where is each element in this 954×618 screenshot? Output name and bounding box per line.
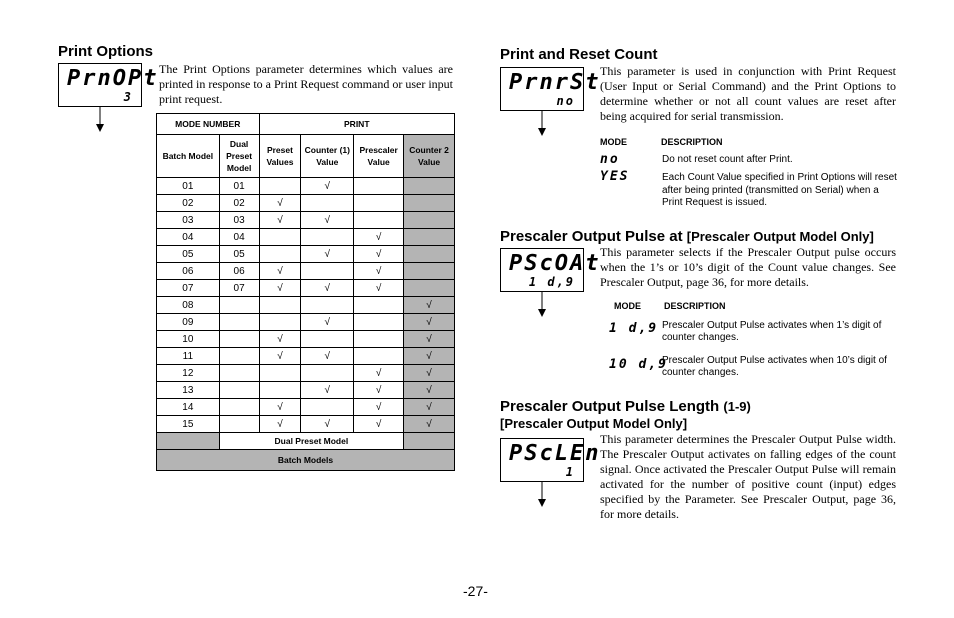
display-sub-text: 1 d,9 <box>528 275 575 289</box>
table-row <box>157 348 455 365</box>
table-cell-pre: √ <box>354 280 404 297</box>
table-row <box>157 365 455 382</box>
table-row <box>157 280 455 297</box>
table-cell-dual: 01 <box>219 178 259 195</box>
col-counter2-value: Counter 2 Value <box>404 135 455 178</box>
prescaler-output-display <box>500 248 601 292</box>
down-arrow-icon <box>93 107 107 133</box>
table-cell-preset: √ <box>259 212 301 229</box>
table-cell-preset: √ <box>259 331 301 348</box>
table-cell-c2 <box>404 178 455 195</box>
table-cell-preset <box>259 382 301 399</box>
mode-code: 10 d,9 <box>609 357 668 372</box>
table-cell-c2 <box>404 212 455 229</box>
table-cell-preset: √ <box>259 416 301 433</box>
description-label: DESCRIPTION <box>661 137 723 147</box>
table-cell-c1: √ <box>301 212 354 229</box>
table-cell-dual <box>219 365 259 382</box>
display-main-text: PScLEn <box>509 441 601 466</box>
prescaler-output-heading: Prescaler Output Pulse at [Prescaler Output Model Only] <box>500 228 874 245</box>
col-dual-preset-model: Dual Preset Model <box>219 135 259 178</box>
table-cell-preset <box>259 178 301 195</box>
table-cell-c1 <box>301 263 354 280</box>
table-cell-c1: √ <box>301 416 354 433</box>
table-cell-dual <box>219 314 259 331</box>
display-main-text: PrnrSt <box>509 70 601 95</box>
table-row <box>157 195 455 212</box>
table-cell-pre <box>354 212 404 229</box>
table-cell-pre: √ <box>354 246 404 263</box>
mode-code: YES <box>600 169 630 184</box>
table-cell-dual: 05 <box>219 246 259 263</box>
table-row <box>157 416 455 433</box>
table-cell-dual <box>219 399 259 416</box>
display-main-text: PScOAt <box>509 251 601 276</box>
table-cell-dual <box>219 297 259 314</box>
page-number: -27- <box>463 583 488 599</box>
table-cell-c2: √ <box>404 382 455 399</box>
mode-code: no <box>600 152 620 167</box>
prescaler-length-note: [Prescaler Output Model Only] <box>500 416 688 431</box>
table-cell-dual <box>219 348 259 365</box>
prescaler-length-display <box>500 438 601 482</box>
table-cell-preset: √ <box>259 348 301 365</box>
col-prescaler-value: Prescaler Value <box>354 135 404 178</box>
table-cell-preset: √ <box>259 399 301 416</box>
table-cell-batch: 08 <box>157 297 220 314</box>
table-cell-pre: √ <box>354 365 404 382</box>
table-cell-c1: √ <box>301 280 354 297</box>
table-cell-c1 <box>301 195 354 212</box>
display-sub-text: 3 <box>123 90 133 104</box>
table-cell-batch: 02 <box>157 195 220 212</box>
table-cell-c1 <box>301 399 354 416</box>
table-cell-c2 <box>404 246 455 263</box>
table-cell-c2: √ <box>404 297 455 314</box>
table-cell-c1 <box>301 297 354 314</box>
table-cell-batch: 06 <box>157 263 220 280</box>
table-cell-c2 <box>404 195 455 212</box>
print-reset-heading: Print and Reset Count <box>500 46 658 63</box>
table-cell-c2 <box>404 280 455 297</box>
table-cell-batch: 10 <box>157 331 220 348</box>
prescaler-output-body: This parameter selects if the Prescaler Output pulse occurs when the 1’s or 10’s digit of the Count value changes. See Prescaler Output, page 36, for more details. <box>600 245 896 289</box>
table-cell-pre: √ <box>354 263 404 280</box>
table-cell-batch: 11 <box>157 348 220 365</box>
mode-description: Prescaler Output Pulse activates when 10’s digit of counter changes. <box>662 355 887 378</box>
table-cell-c1: √ <box>301 382 354 399</box>
table-cell-pre <box>354 331 404 348</box>
mode-description: Each Count Value specified in Print Options will reset after being printed (transmitted on Serial) when a Print Request is issued. <box>662 172 897 208</box>
table-cell-dual: 02 <box>219 195 259 212</box>
table-cell-c1: √ <box>301 246 354 263</box>
print-reset-body: This parameter is used in conjunction with Print Request (User Input or Serial Command) and the Print Options to determine whether or not all count values are reset after being acquired for serial transmission. <box>600 64 896 123</box>
table-row <box>157 331 455 348</box>
table-cell-preset <box>259 229 301 246</box>
footer-batch-models: Batch Models <box>157 450 455 471</box>
table-cell-pre <box>354 314 404 331</box>
table-cell-preset: √ <box>259 263 301 280</box>
table-cell-batch: 07 <box>157 280 220 297</box>
table-cell-c1 <box>301 365 354 382</box>
display-main-text: PrnOPt <box>67 66 159 91</box>
table-cell-dual <box>219 331 259 348</box>
table-cell-batch: 05 <box>157 246 220 263</box>
table-cell-batch: 04 <box>157 229 220 246</box>
table-cell-c2: √ <box>404 416 455 433</box>
mode-code: 1 d,9 <box>609 321 659 336</box>
table-row <box>157 178 455 195</box>
down-arrow-icon <box>535 292 549 318</box>
prescaler-length-heading: Prescaler Output Pulse Length (1-9) <box>500 398 751 415</box>
table-cell-batch: 09 <box>157 314 220 331</box>
table-cell-c1: √ <box>301 348 354 365</box>
table-cell-c2 <box>404 229 455 246</box>
table-cell-pre: √ <box>354 416 404 433</box>
print-reset-display <box>500 67 601 111</box>
header-mode-number: MODE NUMBER <box>157 114 260 135</box>
display-sub-text: 1 <box>565 465 575 479</box>
table-cell-pre <box>354 195 404 212</box>
table-cell-dual <box>219 416 259 433</box>
footer-dual-preset: Dual Preset Model <box>219 433 403 450</box>
down-arrow-icon <box>535 111 549 137</box>
table-row <box>157 382 455 399</box>
table-cell-dual: 04 <box>219 229 259 246</box>
table-cell-batch: 12 <box>157 365 220 382</box>
table-cell-preset <box>259 297 301 314</box>
table-row <box>157 263 455 280</box>
col-preset-values: Preset Values <box>259 135 301 178</box>
table-cell-preset <box>259 314 301 331</box>
table-cell-pre: √ <box>354 399 404 416</box>
print-options-body: The Print Options parameter determines which values are printed in response to a Print Request command or user input print request. <box>159 62 453 106</box>
table-cell-pre <box>354 297 404 314</box>
print-options-display <box>58 63 159 107</box>
table-cell-c2: √ <box>404 331 455 348</box>
print-options-heading: Print Options <box>58 43 153 60</box>
col-counter1-value: Counter (1) Value <box>301 135 354 178</box>
prescaler-length-body: This parameter determines the Prescaler Output Pulse width. The Prescaler Output activates on falling edges of the count signal. Once activated the Prescaler Output Pulse will remain activated for the number of positive count (input) edges specified by the Parameter. See Prescaler Output, page 36, for more details. <box>600 432 896 521</box>
table-cell-pre <box>354 178 404 195</box>
table-cell-dual: 07 <box>219 280 259 297</box>
mode-label: MODE <box>600 137 627 147</box>
mode-label: MODE <box>614 301 641 311</box>
table-row <box>157 297 455 314</box>
col-batch-model: Batch Model <box>157 135 220 178</box>
table-row <box>157 399 455 416</box>
table-cell-batch: 14 <box>157 399 220 416</box>
table-cell-batch: 13 <box>157 382 220 399</box>
table-cell-preset: √ <box>259 195 301 212</box>
table-cell-preset <box>259 246 301 263</box>
table-cell-pre: √ <box>354 382 404 399</box>
header-print: PRINT <box>259 114 454 135</box>
table-row <box>157 229 455 246</box>
mode-description: Prescaler Output Pulse activates when 1’s digit of counter changes. <box>662 320 882 343</box>
mode-description: Do not reset count after Print. <box>662 154 793 165</box>
table-cell-c2: √ <box>404 314 455 331</box>
table-cell-c2 <box>404 263 455 280</box>
description-label: DESCRIPTION <box>664 301 726 311</box>
table-cell-pre: √ <box>354 229 404 246</box>
table-row <box>157 246 455 263</box>
table-cell-dual <box>219 382 259 399</box>
table-cell-batch: 03 <box>157 212 220 229</box>
table-cell-c1: √ <box>301 178 354 195</box>
table-cell-c2: √ <box>404 348 455 365</box>
table-cell-preset: √ <box>259 280 301 297</box>
table-row <box>157 314 455 331</box>
table-cell-c1 <box>301 229 354 246</box>
table-cell-c2: √ <box>404 399 455 416</box>
table-cell-c2: √ <box>404 365 455 382</box>
table-cell-pre <box>354 348 404 365</box>
display-sub-text: no <box>556 94 575 108</box>
table-cell-dual: 06 <box>219 263 259 280</box>
down-arrow-icon <box>535 482 549 508</box>
table-cell-batch: 01 <box>157 178 220 195</box>
table-cell-batch: 15 <box>157 416 220 433</box>
table-cell-dual: 03 <box>219 212 259 229</box>
table-cell-c1: √ <box>301 314 354 331</box>
table-row <box>157 212 455 229</box>
print-options-table <box>156 113 455 471</box>
table-cell-c1 <box>301 331 354 348</box>
table-cell-preset <box>259 365 301 382</box>
